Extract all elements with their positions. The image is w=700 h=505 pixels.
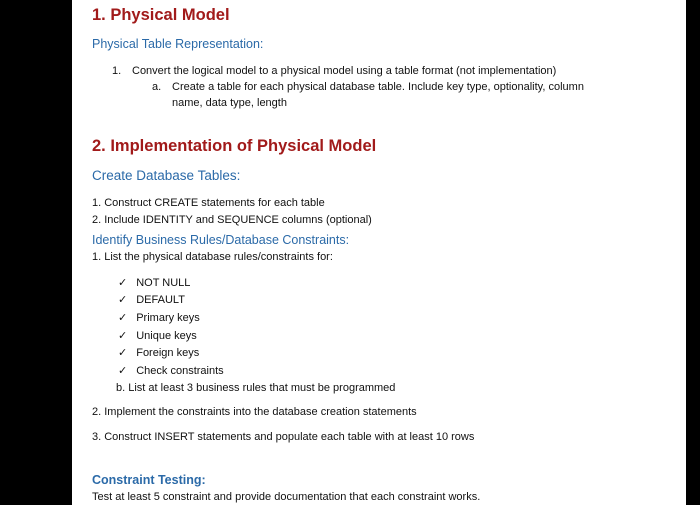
rules-subheading: Identify Business Rules/Database Constraints: (92, 233, 350, 247)
item1a-letter: a. (152, 81, 162, 93)
rules-intro: 1. List the physical database rules/constraints for: (92, 251, 333, 263)
rule-2: 2. Implement the constraints into the database creation statements (92, 406, 417, 418)
section1-heading: 1. Physical Model (92, 6, 230, 24)
item1-text: Convert the logical model to a physical model using a table format (not implementation) (132, 65, 557, 77)
constraint-unique-keys: ✓ Unique keys (118, 329, 197, 342)
create-step-1: 1. Construct CREATE statements for each table (92, 197, 325, 209)
document-page (72, 0, 686, 505)
item1a-line2: name, data type, length (172, 97, 287, 109)
constraint-foreign-keys: ✓ Foreign keys (118, 346, 199, 359)
create-tables-subheading: Create Database Tables: (92, 168, 241, 183)
physical-table-subheading: Physical Table Representation: (92, 37, 264, 51)
constraint-testing-text: Test at least 5 constraint and provide documentation that each constraint works. (92, 491, 481, 503)
item1-number: 1. (112, 65, 122, 77)
constraint-default: ✓ DEFAULT (118, 293, 185, 306)
section2-heading: 2. Implementation of Physical Model (92, 137, 377, 155)
constraint-check: ✓ Check constraints (118, 364, 224, 377)
constraint-primary-keys: ✓ Primary keys (118, 311, 200, 324)
constraint-testing-heading: Constraint Testing: (92, 473, 206, 487)
item1a-line1: Create a table for each physical database table. Include key type, optionality, column (172, 81, 584, 93)
rule-b: b. List at least 3 business rules that must be programmed (116, 382, 396, 394)
rule-3: 3. Construct INSERT statements and populate each table with at least 10 rows (92, 431, 475, 443)
create-step-2: 2. Include IDENTITY and SEQUENCE columns (optional) (92, 214, 372, 226)
constraint-not-null: ✓ NOT NULL (118, 276, 190, 289)
